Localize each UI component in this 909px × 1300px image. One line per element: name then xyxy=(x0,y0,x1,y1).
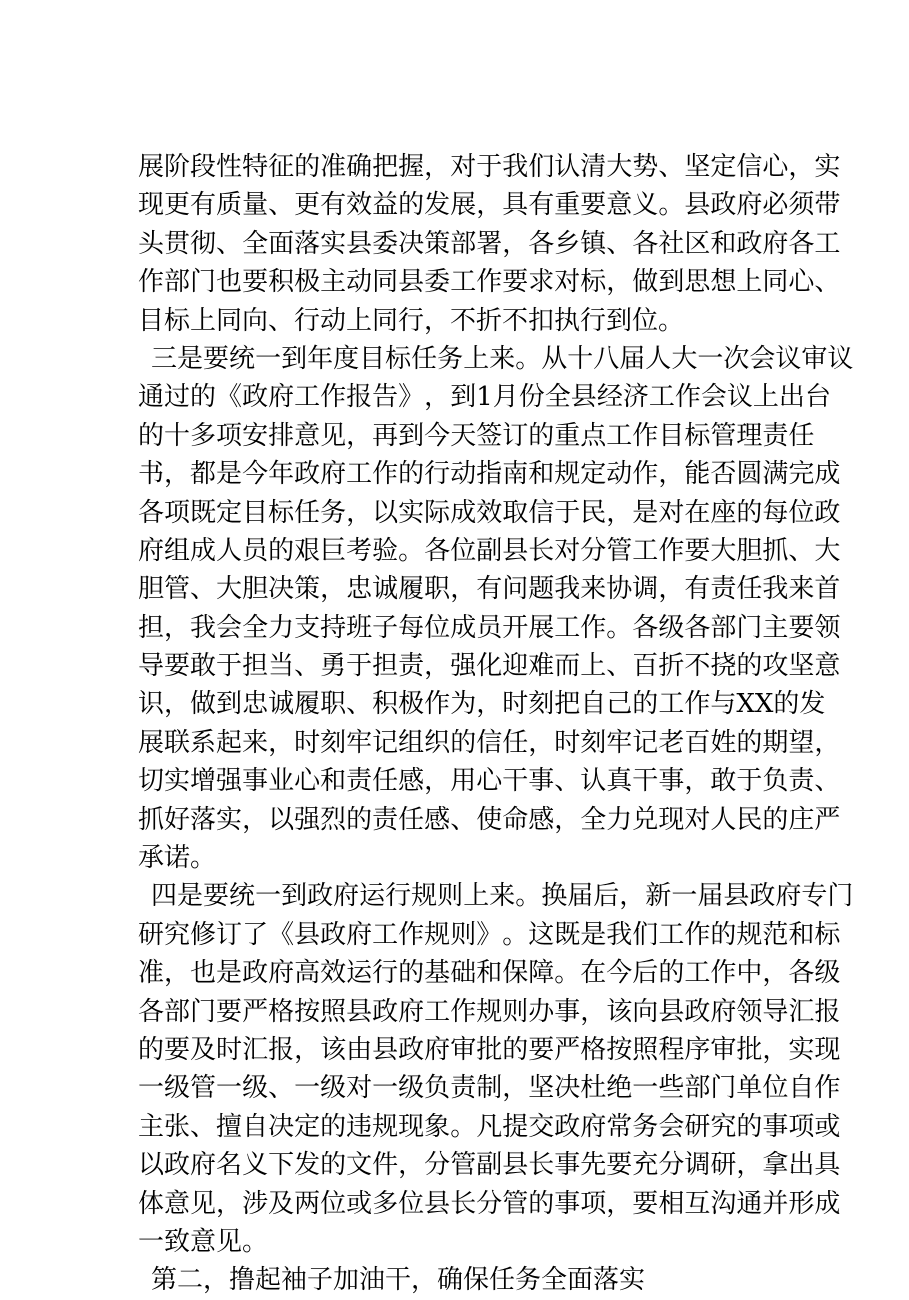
text-line: 承诺。 xyxy=(138,843,217,874)
text-line: 作 部 门 也 要 积 极 主 动 同 县 委 工 作 要 求 对 标 ， 做 到 思 想 上 同 心 、 xyxy=(138,267,841,298)
text-line: 以 政 府 名 义 下 发 的 文 件 ， 分 管 副 县 长 事 先 要 充 分 调 研 ， 拿 出 具 xyxy=(138,1150,841,1181)
text-line: 一 级 管 一 级 、 一 级 对 一 级 负 责 制 ， 坚 决 杜 绝 一 些 部 门 单 位 自 作 xyxy=(138,1073,841,1104)
text-line: 目标上同向、行动上同行，不折不扣执行到位。 xyxy=(138,305,685,336)
text-line: 第二，撸起袖子加油干，确保任务全面落实 xyxy=(151,1265,646,1296)
text-line: 切 实 增 强 事 业 心 和 责 任 感 ， 用 心 干 事 、 认 真 干 事 ， 敢 于 负 责 、 xyxy=(138,766,841,797)
text-line: 担 ， 我 会 全 力 支 持 班 子 每 位 成 员 开 展 工 作 。 各 级 各 部 门 主 要 领 xyxy=(138,612,841,643)
text-line: 的 十 多 项 安 排 意 见 ， 再 到 今 天 签 订 的 重 点 工 作 目 标 管 理 责 任 xyxy=(138,420,815,451)
document-body xyxy=(138,148,854,1300)
text-line: 通 过 的 《 政 府 工 作 报 告 》 ， 到 1 月 份 全 县 经 济 工 作 会 议 上 出 台 xyxy=(138,382,831,413)
text-line: 导 要 敢 于 担 当 、 勇 于 担 责 ， 强 化 迎 难 而 上 、 百 折 不 挠 的 攻 坚 意 xyxy=(138,651,841,682)
text-line: 各 项 既 定 目 标 任 务 ， 以 实 际 成 效 取 信 于 民 ， 是 对 在 座 的 每 位 政 xyxy=(138,497,841,528)
text-line: 四 是 要 统 一 到 政 府 运 行 规 则 上 来 。 换 届 后 ， 新 一 届 县 政 府 专 门 xyxy=(151,881,854,912)
text-line: 一致意见。 xyxy=(138,1226,269,1257)
text-line: 展 阶 段 性 特 征 的 准 确 把 握 ， 对 于 我 们 认 清 大 势 、 坚 定 信 心 ， 实 xyxy=(138,152,841,182)
text-line: 主 张 、 擅 自 决 定 的 违 规 现 象 。 凡 提 交 政 府 常 务 会 研 究 的 事 项 或 xyxy=(138,1111,841,1142)
text-line: 的 要 及 时 汇 报 ， 该 由 县 政 府 审 批 的 要 严 格 按 照 程 序 审 批 ， 实 现 xyxy=(138,1034,841,1065)
text-line: 头 贯 彻 、 全 面 落 实 县 委 决 策 部 署 ， 各 乡 镇 、 各 社 区 和 政 府 各 工 xyxy=(138,228,841,259)
text-line: 三 是 要 统 一 到 年 度 目 标 任 务 上 来 。 从 十 八 届 人 大 一 次 会 议 审 议 xyxy=(151,343,854,374)
text-line: 胆 管 、 大 胆 决 策 ， 忠 诚 履 职 ， 有 问 题 我 来 协 调 ， 有 责 任 我 来 首 xyxy=(138,574,841,605)
text-line: 准 ， 也 是 政 府 高 效 运 行 的 基 础 和 保 障 。 在 今 后 的 工 作 中 ， 各 级 xyxy=(138,958,841,989)
text-line: 研 究 修 订 了 《 县 政 府 工 作 规 则 》 。 这 既 是 我 们 工 作 的 规 范 和 标 xyxy=(138,919,841,950)
text-line: 现 更 有 质 量 、 更 有 效 益 的 发 展 ， 具 有 重 要 意 义 。 县 政 府 必 须 带 xyxy=(138,190,841,221)
text-line: 府 组 成 人 员 的 艰 巨 考 验 。 各 位 副 县 长 对 分 管 工 作 要 大 胆 抓 、 大 xyxy=(138,535,841,566)
text-line: 体 意 见 ， 涉 及 两 位 或 多 位 县 长 分 管 的 事 项 ， 要 相 互 沟 通 并 形 成 xyxy=(138,1188,841,1219)
text-line: 识 ， 做 到 忠 诚 履 职 、 积 极 作 为 ， 时 刻 把 自 己 的 工 作 与 XX 的 发 xyxy=(138,689,826,720)
text-line: 抓 好 落 实 ， 以 强 烈 的 责 任 感 、 使 命 感 ， 全 力 兑 现 对 人 民 的 庄 严 xyxy=(138,804,841,835)
text-line: 各 部 门 要 严 格 按 照 县 政 府 工 作 规 则 办 事 ， 该 向 县 政 府 领 导 汇 报 xyxy=(138,996,841,1027)
text-line: 展 联 系 起 来 ， 时 刻 牢 记 组 织 的 信 任 ， 时 刻 牢 记 老 百 姓 的 期 望 ， xyxy=(138,727,841,758)
text-line: 书 ， 都 是 今 年 政 府 工 作 的 行 动 指 南 和 规 定 动 作 ， 能 否 圆 满 完 成 xyxy=(138,459,841,490)
